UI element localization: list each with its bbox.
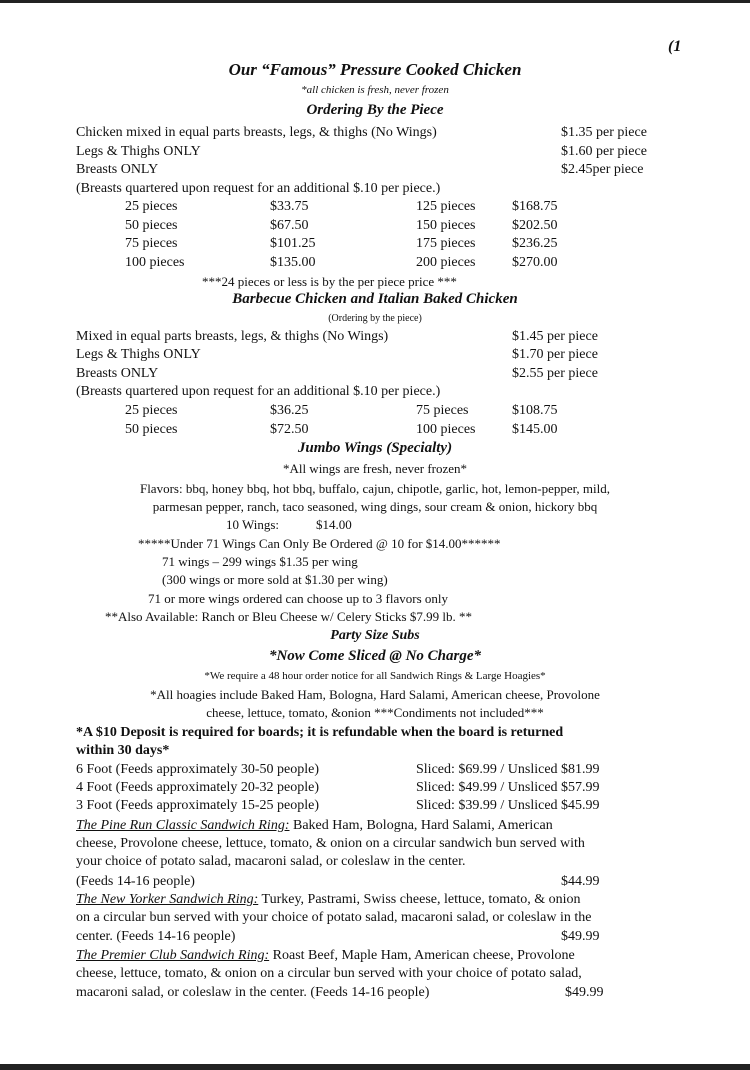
premier-ring-line2: cheese, lettuce, tomato, & onion on a circular bun served with your choice of potato salad, xyxy=(76,966,582,981)
quarter-note: (Breasts quartered upon request for an additional $.10 per piece.) xyxy=(76,181,441,196)
table-qty: 75 pieces xyxy=(125,236,178,251)
table-price: $236.25 xyxy=(512,236,558,251)
table-qty: 50 pieces xyxy=(125,422,178,437)
table-qty: 150 pieces xyxy=(416,218,476,233)
ordering-by-piece-heading: Ordering By the Piece xyxy=(306,102,444,118)
table-qty: 100 pieces xyxy=(416,422,476,437)
new-yorker-ring-name: The New Yorker Sandwich Ring: xyxy=(76,892,259,907)
new-yorker-ring-desc: Turkey, Pastrami, Swiss cheese, lettuce, tomato, & onion xyxy=(258,892,581,907)
pine-run-ring-line1 xyxy=(76,817,553,835)
bbq-title: Barbecue Chicken and Italian Baked Chicken xyxy=(232,291,518,307)
wings-flavor-limit: 71 or more wings ordered can choose up to 3 flavors only xyxy=(148,591,449,606)
order-notice: *We require a 48 hour order notice for all Sandwich Rings & Large Hoagies* xyxy=(204,670,546,682)
table-price: $168.75 xyxy=(512,199,558,214)
also-available: **Also Available: Ranch or Bleu Cheese w/ Celery Sticks $7.99 lb. ** xyxy=(105,609,472,624)
premier-ring-name: The Premier Club Sandwich Ring: xyxy=(76,948,270,963)
subs-title: Party Size Subs xyxy=(330,628,420,643)
wings-range: 71 wings – 299 wings $1.35 per wing xyxy=(162,554,358,569)
premier-price: $49.99 xyxy=(565,985,604,1000)
bbq-item-label: Legs & Thighs ONLY xyxy=(76,347,201,362)
bbq-item-price: $1.45 per piece xyxy=(512,329,598,344)
new-yorker-ring-line1 xyxy=(76,891,581,909)
wings-flavors-line2: parmesan pepper, ranch, taco seasoned, wing dings, sour cream & onion, hickory bbq xyxy=(152,499,598,514)
subs-subtitle: *Now Come Sliced @ No Charge* xyxy=(268,648,482,664)
page-number: (1 xyxy=(668,38,682,55)
sub-size-label: 4 Foot (Feeds approximately 20-32 people) xyxy=(76,780,320,795)
table-price: $135.00 xyxy=(270,255,316,270)
famous-item-price: $1.60 per piece xyxy=(561,144,647,159)
new-yorker-price: $49.99 xyxy=(561,929,600,944)
famous-item-price: $1.35 per piece xyxy=(561,125,647,140)
table-qty: 25 pieces xyxy=(125,199,178,214)
famous-item-label: Breasts ONLY xyxy=(76,162,159,177)
wings-flavors-line1: Flavors: bbq, honey bbq, hot bbq, buffalo, cajun, chipotle, garlic, hot, lemon-pepper, mild, xyxy=(139,481,611,496)
table-price: $33.75 xyxy=(270,199,309,214)
table-qty: 75 pieces xyxy=(416,403,469,418)
per-piece-footnote: ***24 pieces or less is by the per piece price *** xyxy=(202,274,457,289)
new-yorker-ring-line3: center. (Feeds 14-16 people) xyxy=(76,929,236,944)
table-qty: 200 pieces xyxy=(416,255,476,270)
bbq-item-label: Mixed in equal parts breasts, legs, & thighs (No Wings) xyxy=(76,329,389,344)
sub-size-price: Sliced: $39.99 / Unsliced $45.99 xyxy=(416,798,600,813)
table-price: $108.75 xyxy=(512,403,558,418)
table-price: $270.00 xyxy=(512,255,558,270)
table-qty: 175 pieces xyxy=(416,236,476,251)
table-price: $67.50 xyxy=(270,218,309,233)
sub-size-price: Sliced: $49.99 / Unsliced $57.99 xyxy=(416,780,600,795)
deposit-line1: *A $10 Deposit is required for boards; it is refundable when the board is returned xyxy=(76,725,564,740)
premier-ring-line1 xyxy=(76,947,575,965)
table-price: $101.25 xyxy=(270,236,316,251)
premier-ring-line3: macaroni salad, or coleslaw in the center. (Feeds 14-16 people) xyxy=(76,985,430,1000)
pine-run-ring-desc: Baked Ham, Bologna, Hard Salami, American xyxy=(289,818,553,833)
sub-size-label: 3 Foot (Feeds approximately 15-25 people) xyxy=(76,798,320,813)
ten-wings-label: 10 Wings: xyxy=(226,517,280,532)
table-qty: 100 pieces xyxy=(125,255,185,270)
ten-wings-price: $14.00 xyxy=(316,517,352,532)
table-qty: 125 pieces xyxy=(416,199,476,214)
bottom-edge xyxy=(0,1064,750,1070)
wings-title: Jumbo Wings (Specialty) xyxy=(297,440,453,456)
wings-over-300: (300 wings or more sold at $1.30 per wing) xyxy=(162,572,388,587)
bbq-item-label: Breasts ONLY xyxy=(76,366,159,381)
table-price: $72.50 xyxy=(270,422,309,437)
sub-size-price: Sliced: $69.99 / Unsliced $81.99 xyxy=(416,762,600,777)
pine-run-feeds: (Feeds 14-16 people) xyxy=(76,874,195,889)
hoagie-includes-line2: cheese, lettuce, tomato, &onion ***Condiments not included*** xyxy=(206,705,544,720)
pine-run-ring-line2: cheese, Provolone cheese, lettuce, tomato, & onion on a circular sandwich bun served with xyxy=(76,836,585,851)
table-qty: 25 pieces xyxy=(125,403,178,418)
famous-chicken-title: Our “Famous” Pressure Cooked Chicken xyxy=(228,60,522,79)
pine-run-ring-name: The Pine Run Classic Sandwich Ring: xyxy=(76,818,290,833)
table-price: $145.00 xyxy=(512,422,558,437)
bbq-item-price: $2.55 per piece xyxy=(512,366,598,381)
famous-item-price: $2.45per piece xyxy=(561,162,644,177)
pine-run-price: $44.99 xyxy=(561,874,600,889)
bbq-item-price: $1.70 per piece xyxy=(512,347,598,362)
pine-run-ring-line3: your choice of potato salad, macaroni salad, or coleslaw in the center. xyxy=(76,854,466,869)
new-yorker-ring-line2: on a circular bun served with your choice of potato salad, macaroni salad, or coleslaw in the xyxy=(76,910,592,925)
table-qty: 50 pieces xyxy=(125,218,178,233)
table-price: $36.25 xyxy=(270,403,309,418)
fresh-note: *all chicken is fresh, never frozen xyxy=(301,84,449,96)
top-edge xyxy=(0,0,750,3)
hoagie-includes-line1: *All hoagies include Baked Ham, Bologna, Hard Salami, American cheese, Provolone xyxy=(150,687,600,702)
table-price: $202.50 xyxy=(512,218,558,233)
premier-ring-desc: Roast Beef, Maple Ham, American cheese, Provolone xyxy=(269,948,575,963)
under-71-note: *****Under 71 Wings Can Only Be Ordered @ 10 for $14.00****** xyxy=(138,536,501,551)
bbq-note: (Ordering by the piece) xyxy=(328,313,422,324)
famous-item-label: Legs & Thighs ONLY xyxy=(76,144,201,159)
deposit-line2: within 30 days* xyxy=(76,743,170,758)
famous-item-label: Chicken mixed in equal parts breasts, legs, & thighs (No Wings) xyxy=(76,125,437,140)
quarter-note: (Breasts quartered upon request for an additional $.10 per piece.) xyxy=(76,384,441,399)
wings-note: *All wings are fresh, never frozen* xyxy=(282,461,468,476)
sub-size-label: 6 Foot (Feeds approximately 30-50 people) xyxy=(76,762,320,777)
